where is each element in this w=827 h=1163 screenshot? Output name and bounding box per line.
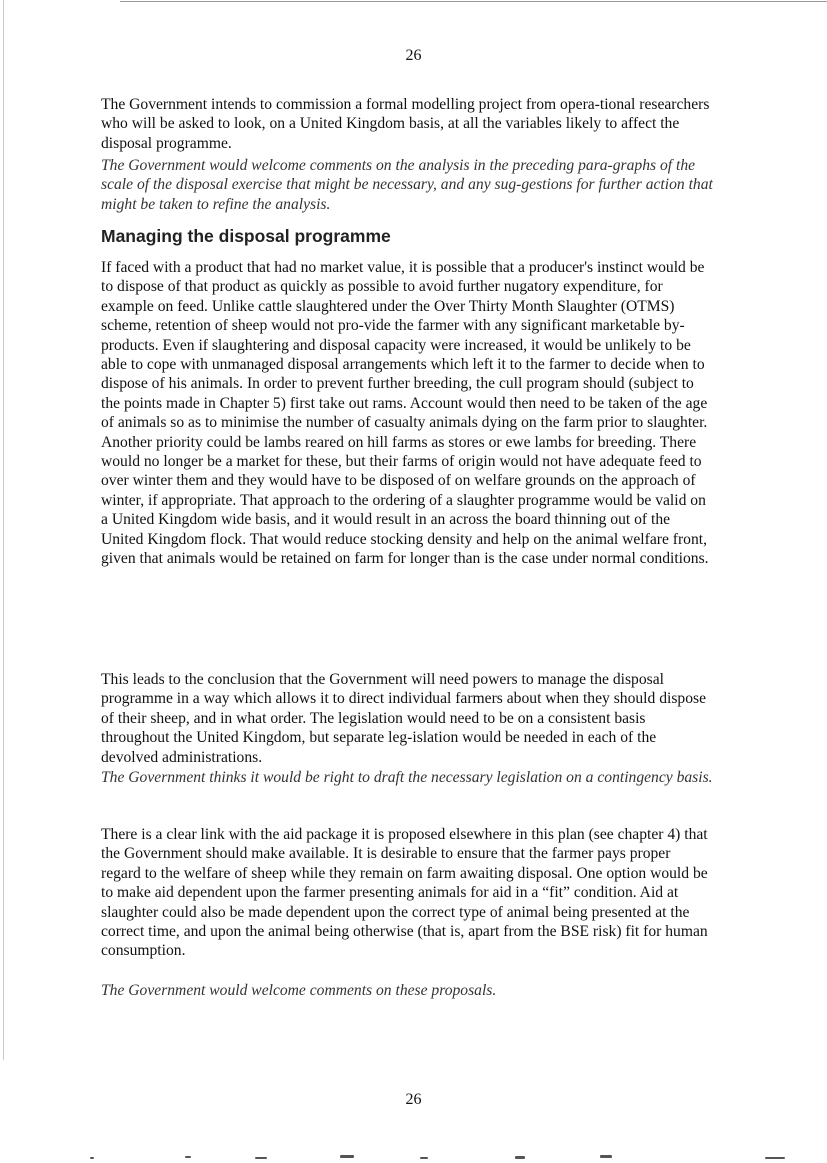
paragraph-intro: The Government intends to commission a formal modelling project from opera-tional researchers who will be asked to look, on a United Kingdom basis, at all the variables likely to affect the disposal programme. xyxy=(101,96,710,152)
paragraph-managing: If faced with a product that had no market value, it is possible that a producer's instinct would be to dispose of that product as quickly as possible to avoid further nugatory expenditure, for example on feed. Unlike cattle slaughtered under the Over Thirty Month Slaughter (OTMS) scheme, retention of sheep would not pro-vide the farmer with any significant marketable by-products. Even if slaughtering and disposal capacity were increased, it would be unlikely to be able to cope with unmanaged disposal arrangements which left it to the farmer to decide when to dispose of his animals. In order to prevent further breeding, the cull program should (subject to the points made in Chapter 5) first take out rams. Account would then need to be taken of the age of animals so as to minimise the number of casualty animals dying on the farm prior to slaughter. Another priority could be lambs reared on hill farms as stores or ewe lambs for breeding. There would no longer be a market for these, but their farms of origin would not have adequate feed to over winter them and they would have to be disposed of on welfare grounds on the approach of winter, if appropriate. That approach to the ordering of a slaughter programme would be valid on a United Kingdom wide basis, and it would result in an across the board thinning out of the United Kingdom flock. That would reduce stocking density and help on the animal welfare front, given that animals would be retained on farm for longer than is the case under normal conditions. xyxy=(101,259,709,568)
scan-edge-top xyxy=(120,1,827,2)
paragraph-legislation: The Government thinks it would be right to draft the necessary legislation on a contingency basis. xyxy=(101,769,713,786)
scan-speck xyxy=(340,1155,354,1158)
paragraph-aid: There is a clear link with the aid package it is proposed elsewhere in this plan (see chapter 4) that the Government should make available. It is desirable to ensure that the farmer pays proper regard to the welfare of sheep while they remain on farm awaiting disposal. One option would be to make aid dependent upon the farmer presenting animals for aid in a “fit” condition. Aid at slaughter could also be made dependent upon the correct type of animal being presented at the correct time, and upon the animal being otherwise (that is, apart from the BSE risk) fit for human consumption. xyxy=(101,826,708,960)
paragraph-powers: This leads to the conclusion that the Government will need powers to manage the disposal programme in a way which allows it to direct individual farmers about when they should dispose of their sheep, and in what order. The legislation would need to be on a consistent basis throughout the United Kingdom, but separate leg-islation would be needed in each of the devolved administrations. xyxy=(101,671,706,766)
scan-speck xyxy=(420,1157,428,1159)
scan-speck xyxy=(600,1155,612,1158)
scan-speck xyxy=(515,1156,525,1159)
section-heading: Managing the disposal programme xyxy=(101,226,391,246)
scan-edge-left xyxy=(3,0,4,1060)
paragraph-comment-request-1: The Government would welcome comments on the analysis in the preceding para-graphs of the scale of the disposal exercise that might be necessary, and any sug-gestions for further action that might be taken to refine the analysis. xyxy=(101,157,713,213)
scan-speck xyxy=(90,1157,94,1159)
scan-speck xyxy=(255,1157,267,1159)
scan-speck xyxy=(765,1157,785,1159)
page-number-top: 26 xyxy=(405,47,422,64)
paragraph-comment-request-2: The Government would welcome comments on these proposals. xyxy=(101,982,497,999)
scan-speck xyxy=(185,1156,191,1158)
page-number-bottom: 26 xyxy=(405,1091,422,1108)
